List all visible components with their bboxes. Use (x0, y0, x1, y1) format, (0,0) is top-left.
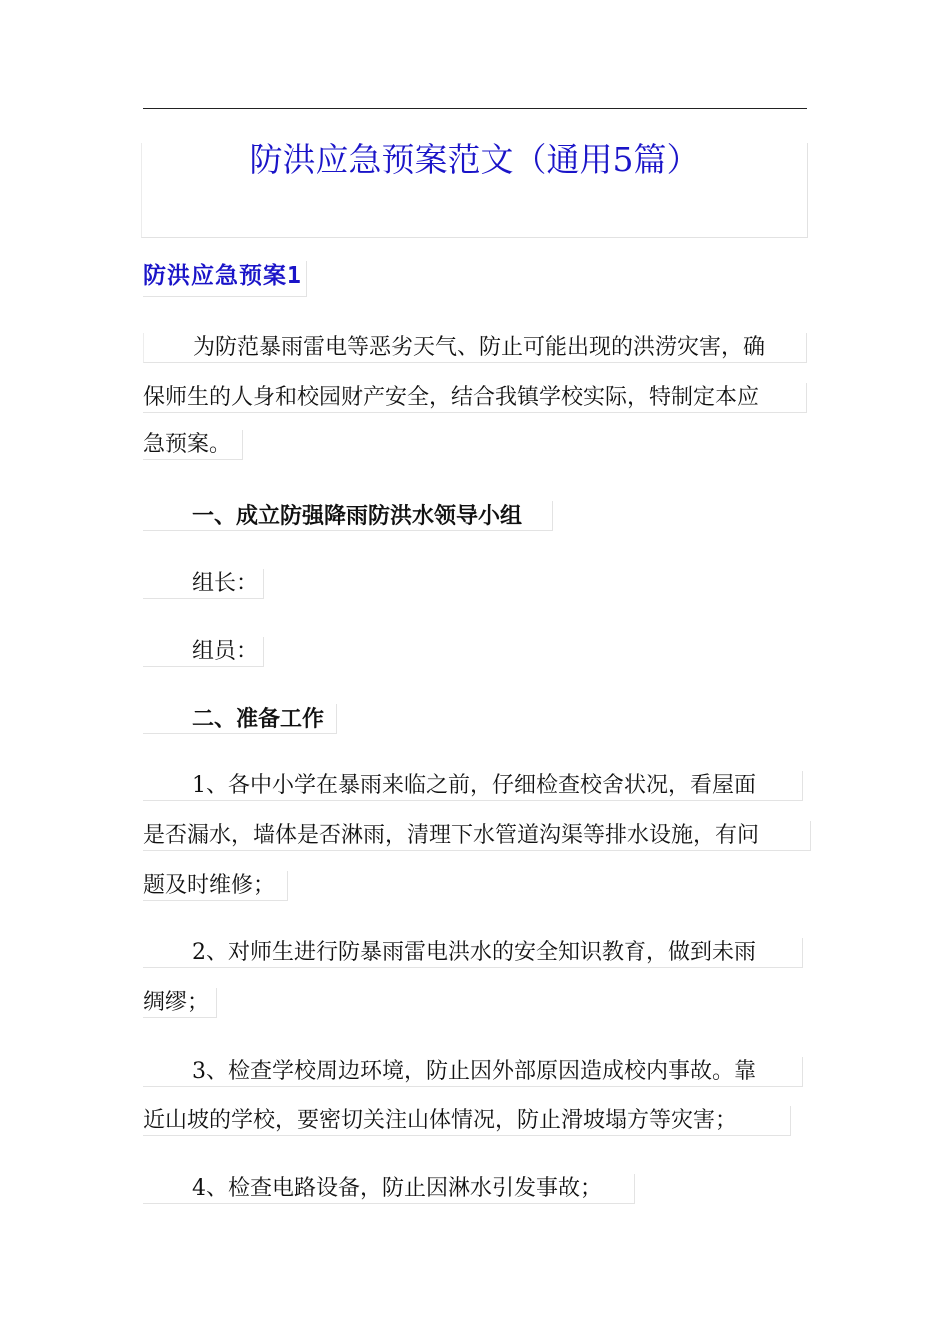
item-1-line-2: 是否漏水，墙体是否淋雨，清理下水管道沟渠等排水设施，有问 (143, 821, 811, 851)
title-box (141, 140, 808, 238)
item-4-line-1: 4、检查电路设备，防止因淋水引发事故； (143, 1174, 635, 1204)
item-2-line-2: 绸缪； (143, 988, 217, 1018)
top-rule (143, 108, 807, 109)
item-1-line-3: 题及时维修； (143, 871, 288, 901)
intro-line-1: 为防范暴雨雷电等恶劣天气、防止可能出现的洪涝灾害，确 (143, 333, 807, 363)
intro-line-3: 急预案。 (143, 430, 243, 460)
item-1-line-1: 1、各中小学在暴雨来临之前，仔细检查校舍状况，看屋面 (143, 771, 803, 801)
item-3-line-1: 3、检查学校周边环境，防止因外部原因造成校内事故。靠 (143, 1057, 803, 1087)
item-3-line-2: 近山坡的学校，要密切关注山体情况，防止滑坡塌方等灾害； (143, 1106, 791, 1136)
heading-leadership-group: 一、成立防强降雨防洪水领导小组 (143, 501, 553, 531)
heading-preparation: 二、准备工作 (143, 704, 337, 734)
section-heading: 防洪应急预案1 (143, 261, 307, 297)
members-line: 组员： (143, 637, 264, 667)
intro-line-2: 保师生的人身和校园财产安全，结合我镇学校实际，特制定本应 (143, 383, 807, 413)
item-2-line-1: 2、对师生进行防暴雨雷电洪水的安全知识教育，做到未雨 (143, 938, 803, 968)
leader-line: 组长： (143, 569, 264, 599)
document-title: 防洪应急预案范文（通用5篇） (249, 140, 700, 179)
